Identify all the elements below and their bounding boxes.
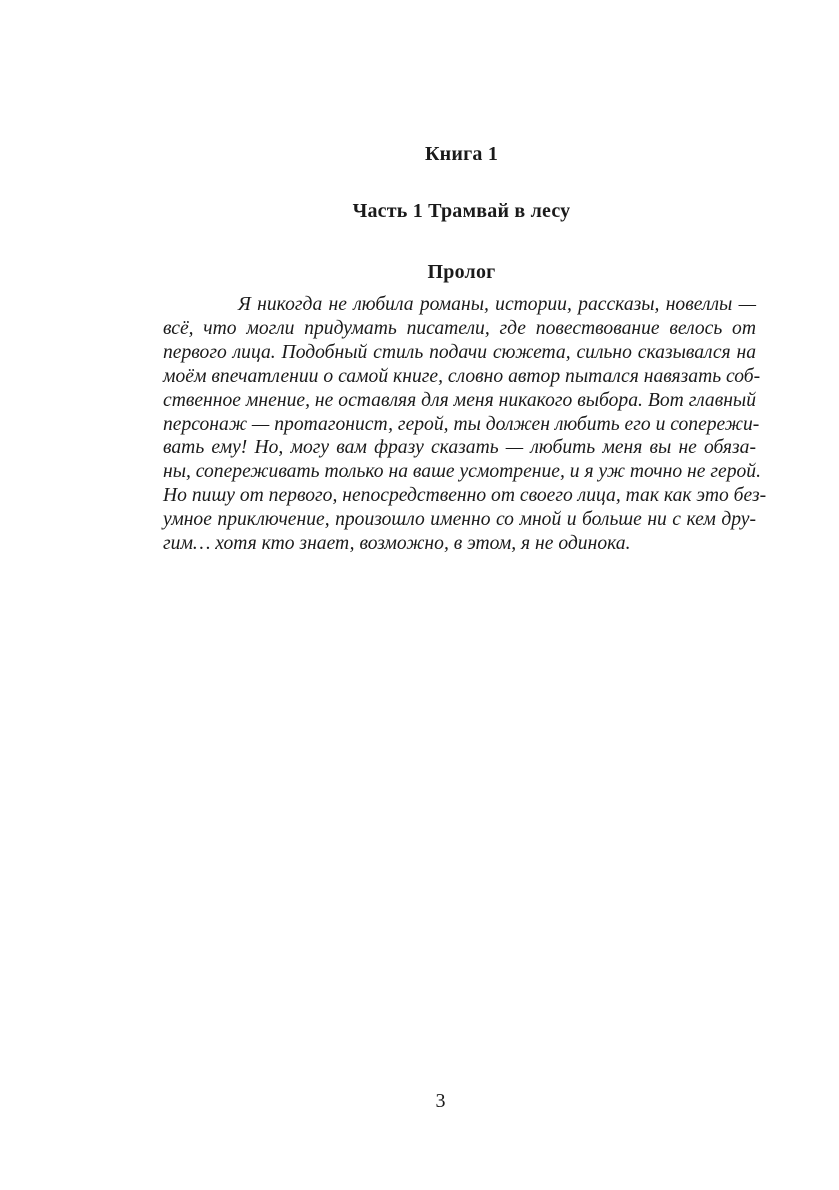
- paragraph-line: моём впечатлении о самой книге, словно автор пытался навязать соб-: [163, 365, 761, 387]
- paragraph-line: всё, что могли придумать писатели, где повествование велось от: [163, 317, 756, 339]
- page-number: 3: [435, 1090, 446, 1112]
- paragraph-line: Но пишу от первого, непосредственно от своего лица, так как это без-: [163, 485, 767, 507]
- paragraph-line: персонаж — протагонист, герой, ты должен любить его и сопережи-: [163, 413, 760, 435]
- part-title: Часть 1 Трамвай в лесу: [352, 200, 571, 222]
- paragraph-line: первого лица. Подобный стиль подачи сюжета, сильно сказывался на: [163, 341, 756, 363]
- paragraph-line: ны, сопереживать только на ваше усмотрение, и я уж точно не герой.: [163, 461, 761, 483]
- paragraph-line: вать ему! Но, могу вам фразу сказать — любить меня вы не обяза-: [163, 437, 756, 459]
- chapter-title: Пролог: [427, 261, 496, 283]
- paragraph-line: гим… хотя кто знает, возможно, в этом, я не одинока.: [163, 533, 631, 555]
- paragraph-line: Я никогда не любила романы, истории, рассказы, новеллы —: [238, 294, 756, 315]
- prologue-paragraph: [163, 293, 767, 556]
- paragraph-line: умное приключение, произошло именно со мной и больше ни с кем дру-: [163, 509, 756, 531]
- book-title: Книга 1: [424, 143, 499, 165]
- paragraph-line: ственное мнение, не оставляя для меня никакого выбора. Вот главный: [163, 389, 756, 411]
